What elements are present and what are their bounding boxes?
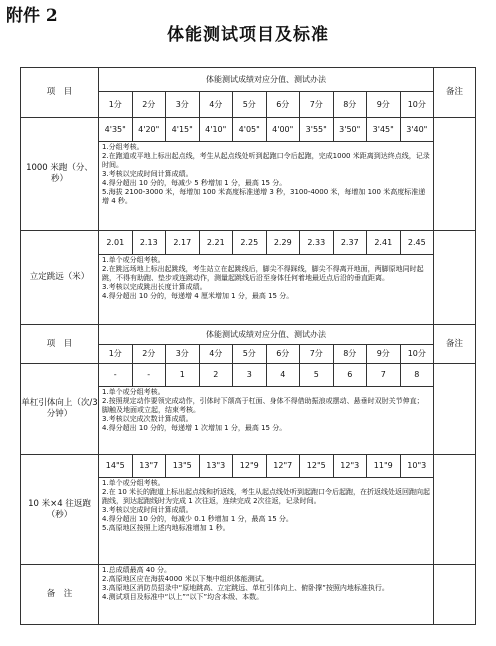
value-cell: 4'10" [199,118,233,142]
note-line: 4.得分超出 10 分的，每递增 1 次增加 1 分，最高 15 分。 [102,424,287,432]
value-cell: 3'50" [333,118,367,142]
value-cell: 12"9 [233,455,267,478]
note-line: 3.考核以完成时间计算成绩。 [102,506,193,514]
scoring-header: 体能测试成绩对应分值、测试办法 [99,68,434,92]
pullup-values-row [21,364,476,387]
note-line: 1.单个或分组考核。 [102,388,165,396]
value-cell: 4 [266,364,300,387]
pullup-label: 单杠引体向上（次/3 分钟） [21,364,99,455]
value-cell: 2.33 [300,231,334,255]
item-header: 项 目 [21,68,99,118]
value-cell: 2.29 [266,231,300,255]
score-cell: 4分 [199,345,233,364]
note-line: 2.高原地区应在海拔4000 米以下集中组织体能测试。 [102,575,269,583]
value-cell: 4'35" [99,118,133,142]
score-cell: 7分 [300,345,334,364]
standing-jump-label: 立定跳远（米） [21,231,99,325]
note-line: 5.海拔 2100-3000 米，每增加 100 米高度标准递增 3 秒，3100-4000 米，每增加 100 米高度标准递增 4 秒。 [102,188,426,205]
value-cell: 3 [233,364,267,387]
note-line: 4.得分超出 10 分的，每递增 4 厘米增加 1 分，最高 15 分。 [102,292,294,300]
note-line: 3.考核以完成跳出长度计算成绩。 [102,283,207,291]
value-cell: 2.45 [400,231,434,255]
score-cell: 6分 [266,345,300,364]
value-cell: 2.17 [166,231,200,255]
note-line: 2.在 10 米长的跑道上标出起点线和折返线，考生从起点线处听到起跑口令后起跑，在折返线处返回跑向起跑线，到达起跑线时为完成 1 次往返，连续完成 2次往返，记录时间。 [102,488,431,505]
value-cell: 3'55" [300,118,334,142]
note-line: 2.按照规定动作要领完成动作，引体时下颌高于杠面、身体不得借助振浪或摆动、悬垂时双肘关节伸直；脚触及地面或立起，结束考核。 [102,397,424,414]
value-cell: 1 [166,364,200,387]
value-cell: 2.21 [199,231,233,255]
score-cell: 10分 [400,92,434,118]
value-cell: 2 [199,364,233,387]
value-cell: 4'05" [233,118,267,142]
score-cell: 3分 [166,345,200,364]
shuttle-values-row [21,455,476,478]
shuttle-notes [99,478,434,565]
score-cell: 10分 [400,345,434,364]
note-line: 4.测试项目及标准中“以上”“以下”均含本级、本数。 [102,593,264,601]
value-cell: 2.01 [99,231,133,255]
running-1000-values-row [21,118,476,142]
note-line: 5.高原地区按照上述内地标准增加 1 秒。 [102,524,230,532]
value-cell: - [132,364,166,387]
value-cell: 12"3 [333,455,367,478]
note-line: 3.考核以完成时间计算成绩。 [102,170,193,178]
remarks-header: 备注 [434,325,476,364]
attachment-label: 附件 2 [6,6,58,26]
general-remarks-label: 备 注 [21,565,99,625]
standing-jump-notes [99,255,434,325]
general-remarks-notes [99,565,434,625]
fitness-standards-table [20,67,476,625]
running-1000-notes [99,142,434,231]
remarks-cell [434,118,476,231]
remarks-cell [434,455,476,565]
running-1000-label: 1000 米跑（分、秒） [21,118,99,231]
note-line: 1.单个或分组考核。 [102,479,165,487]
score-cell: 5分 [233,345,267,364]
value-cell: 12"7 [266,455,300,478]
value-cell: 13"7 [132,455,166,478]
note-line: 3.高原地区消防员招录中“原地跳高、立定跳远、单杠引体向上、俯卧撑”按照内地标准执行。 [102,584,389,592]
score-cell: 1分 [99,345,133,364]
note-line: 2.在跑道或平地上标出起点线，考生从起点线处听到起跑口令后起跑，完成1000 米距离到达终点线，记录时间。 [102,152,430,169]
standing-jump-values-row [21,231,476,255]
score-cell: 3分 [166,92,200,118]
note-line: 4.得分超出 10 分的，每减少 0.1 秒增加 1 分，最高 15 分。 [102,515,293,523]
value-cell: 10"3 [400,455,434,478]
item-header: 项 目 [21,325,99,364]
value-cell: 2.41 [367,231,401,255]
value-cell: 3'45" [367,118,401,142]
value-cell: 2.25 [233,231,267,255]
score-cell: 7分 [300,92,334,118]
note-line: 1.单个或分组考核。 [102,256,165,264]
shuttle-label: 10 米×4 往返跑（秒） [21,455,99,565]
remarks-header: 备注 [434,68,476,118]
value-cell: 4'20" [132,118,166,142]
value-cell: 6 [333,364,367,387]
value-cell: - [99,364,133,387]
note-line: 4.得分超出 10 分的，每减少 5 秒增加 1 分，最高 15 分。 [102,179,287,187]
score-cell: 2分 [132,92,166,118]
value-cell: 5 [300,364,334,387]
note-line: 3.考核以完成次数计算成绩。 [102,415,193,423]
scoring-header: 体能测试成绩对应分值、测试办法 [99,325,434,345]
score-cell: 1分 [99,92,133,118]
value-cell: 11"9 [367,455,401,478]
remarks-cell [434,364,476,455]
value-cell: 3'40" [400,118,434,142]
score-cell: 9分 [367,345,401,364]
score-cell: 8分 [333,345,367,364]
document-title: 体能测试项目及标准 [167,25,329,45]
score-cell: 9分 [367,92,401,118]
note-line: 1.分组考核。 [102,143,144,151]
score-cell: 8分 [333,92,367,118]
value-cell: 2.37 [333,231,367,255]
score-cell: 2分 [132,345,166,364]
score-cell: 6分 [266,92,300,118]
remarks-cell [434,231,476,325]
value-cell: 13"3 [199,455,233,478]
remarks-cell [434,565,476,625]
value-cell: 7 [367,364,401,387]
note-line: 2.在跳远场地上标出起跳线，考生站立在起跳线后，脚尖不得踩线，脚尖不得离开地面，两脚原地同时起跳，不得有助跑、垫步或连跳动作，测量起跳线后沿至身体任何着地最近点后沿的垂直距离。 [102,265,424,282]
score-cell: 4分 [199,92,233,118]
value-cell: 14"5 [99,455,133,478]
value-cell: 4'00" [266,118,300,142]
value-cell: 4'15" [166,118,200,142]
value-cell: 2.13 [132,231,166,255]
pullup-notes [99,387,434,455]
value-cell: 13"5 [166,455,200,478]
value-cell: 12"5 [300,455,334,478]
value-cell: 8 [400,364,434,387]
note-line: 1.总成绩最高 40 分。 [102,566,172,574]
score-cell: 5分 [233,92,267,118]
